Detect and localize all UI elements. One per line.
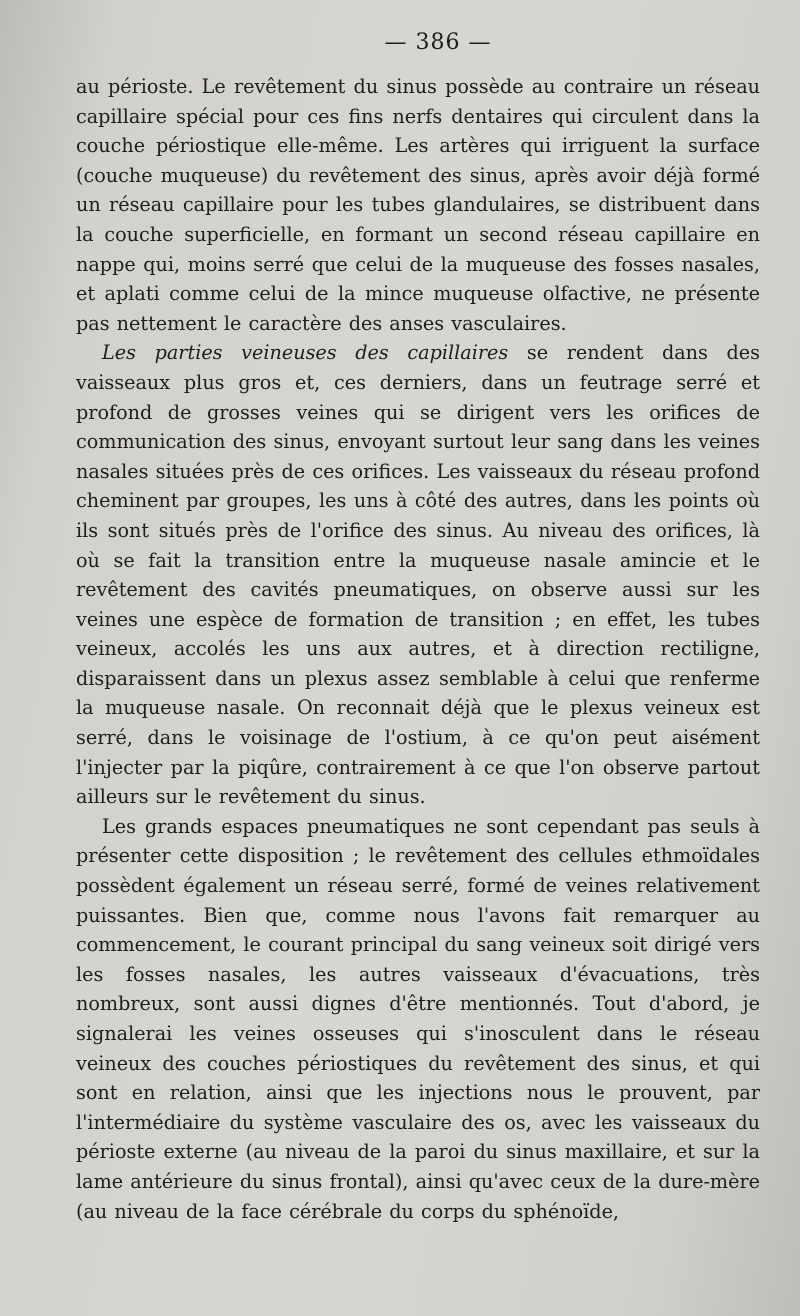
- paragraph-2-italic-lead: Les parties veineuses des capillaires: [102, 341, 509, 365]
- paragraph-1: [76, 72, 760, 338]
- page-body: [76, 72, 760, 1226]
- paragraph-1-text: au périoste. Le revêtement du sinus possède au contraire un réseau capillaire spécial pour ces fins nerfs dentaires qui circulent dans la couche périostique elle-même. Les artères qui irriguent la surface (couche muqueuse) du revêtement des sinus, après avoir déjà formé un réseau capillaire pour les tubes glandulaires, se distribuent dans la couche superficielle, en formant un second réseau capillaire en nappe qui, moins serré que celui de la muqueuse des fosses nasales, et aplati comme celui de la mince muqueuse olfactive, ne présente pas nettement le caractère des anses vasculaires.: [76, 75, 760, 335]
- paragraph-2-text: se rendent dans des vaisseaux plus gros et, ces derniers, dans un feutrage serré et profond de grosses veines qui se dirigent vers les orifices de communication des sinus, envoyant surtout leur sang dans les veines nasales situées près de ces orifices. Les vaisseaux du réseau profond cheminent par groupes, les uns à côté des autres, dans les points où ils sont situés près de l'orifice des sinus. Au niveau des orifices, là où se fait la transition entre la muqueuse nasale amincie et le revêtement des cavités pneumatiques, on observe aussi sur les veines une espèce de formation de transition ; en effet, les tubes veineux, accolés les uns aux autres, et à direction rectiligne, disparaissent dans un plexus assez semblable à celui que renferme la muqueuse nasale. On reconnait déjà que le plexus veineux est serré, dans le voisinage de l'ostium, à ce qu'on peut aisément l'injecter par la piqûre, contrairement à ce que l'on observe partout ailleurs sur le revêtement du sinus.: [76, 341, 760, 809]
- page-number: — 386 —: [384, 30, 492, 55]
- paragraph-2: [76, 338, 760, 812]
- paragraph-3-text: Les grands espaces pneumatiques ne sont cependant pas seuls à présenter cette disposition ; le revêtement des cellules ethmoïdales possèdent également un réseau serré, formé de veines relativement puissantes. Bien que, comme nous l'avons fait remarquer au commencement, le courant principal du sang veineux soit dirigé vers les fosses nasales, les autres vaisseaux d'évacuations, très nombreux, sont aussi dignes d'être mentionnés. Tout d'abord, je signalerai les veines osseuses qui s'inosculent dans le réseau veineux des couches périostiques du revêtement des sinus, et qui sont en relation, ainsi que les injections nous le prouvent, par l'intermédiaire du système vasculaire des os, avec les vaisseaux du périoste externe (au niveau de la paroi du sinus maxillaire, et sur la lame antérieure du sinus frontal), ainsi qu'avec ceux de la dure-mère (au niveau de la face cérébrale du corps du sphénoïde,: [76, 814, 760, 1223]
- paragraph-3: [76, 812, 760, 1226]
